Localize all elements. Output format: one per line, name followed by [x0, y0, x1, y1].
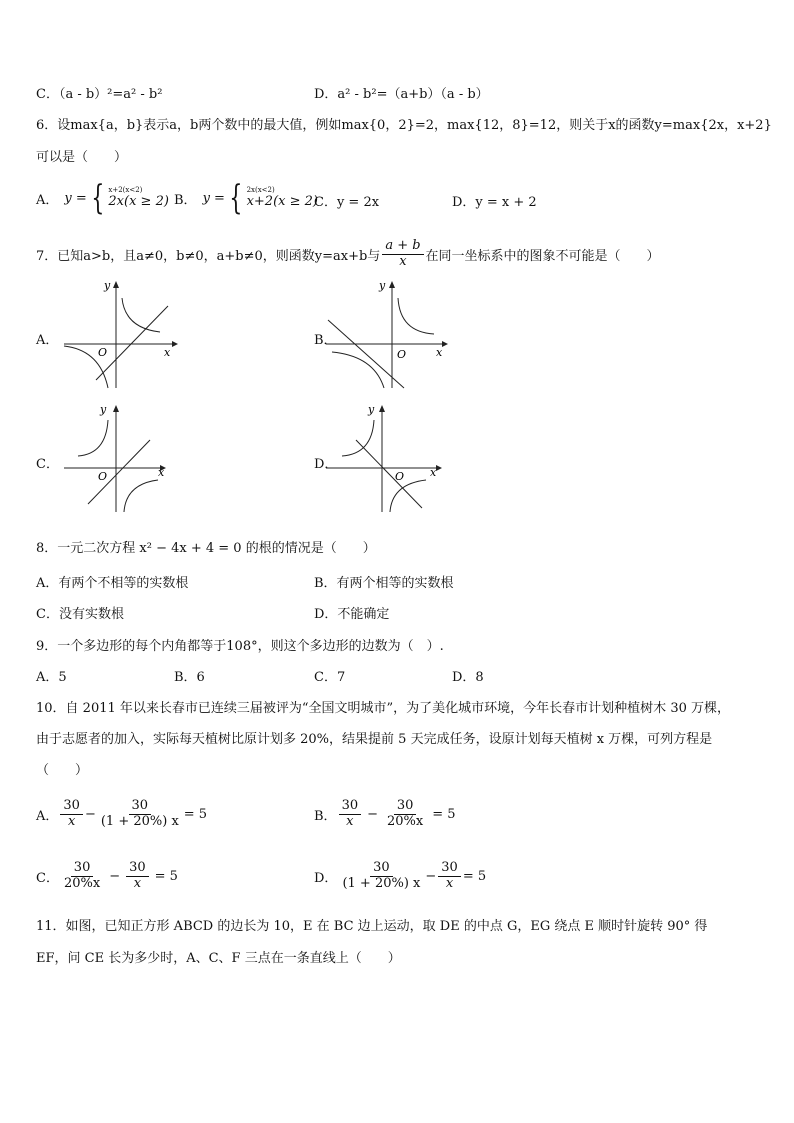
frac-num: 30 [71, 861, 94, 877]
hyperbola-branch-2 [332, 352, 384, 388]
q7-label-b: B． [314, 333, 337, 348]
line-graph [328, 320, 407, 388]
frac-den: 20%x [387, 813, 424, 829]
q8-stem: 8．一元二次方程 x² − 4x + 4 = 0 的根的情况是（ ） [36, 541, 376, 556]
hyperbola-branch-1 [398, 298, 434, 334]
q7-stem-post: 在同一坐标系中的图象不可能是（ ） [425, 248, 660, 264]
q7-graph-b [322, 276, 452, 392]
q7-graph-d [322, 400, 452, 516]
minus-sign: − [425, 868, 437, 884]
q10-b-frac1 [339, 799, 362, 830]
q7-stem-pre: 7．已知a>b，且a≠0，b≠0，a+b≠0，则函数y=ax+b与 [36, 248, 381, 264]
line-graph [356, 440, 422, 508]
q10-option-c [36, 854, 178, 898]
q10-option-d-label: D． [314, 870, 338, 886]
q6-option-a-brace: { [91, 178, 105, 218]
q10-option-b [314, 792, 456, 836]
q9-stem: 9．一个多边形的每个内角都等于108°，则这个多边形的边数为（ ）. [36, 639, 444, 654]
origin-label: O [98, 346, 108, 359]
q7-fraction [382, 239, 423, 270]
frac-den: x [67, 813, 76, 829]
q9-option-b: B．6 [174, 670, 205, 685]
frac-den: x [346, 813, 354, 829]
q10-stem-line2: 由于志愿者的加入，实际每天植树比原计划多 20%，结果提前 5 天完成任务，设原计划每天植树 x 万棵，可列方程是 [36, 732, 713, 747]
frac-num: 30 [126, 861, 149, 877]
frac-num: 30 [129, 799, 152, 815]
origin-label: O [397, 348, 407, 361]
q6-option-b-pieces [247, 187, 318, 209]
q6-option-b [174, 178, 318, 218]
q9-option-a: A．5 [36, 670, 67, 685]
q6-option-a [36, 178, 169, 218]
axis-y-label: y [100, 403, 107, 416]
q10-a-frac1 [60, 799, 83, 830]
q6-stem-line2: 可以是（ ） [36, 150, 128, 165]
q9-option-c: C．7 [314, 670, 346, 685]
q10-b-frac2 [384, 799, 426, 830]
q11-stem-line2: EF，问 CE 长为多少时，A、C、F 三点在一条直线上（ ） [36, 951, 401, 966]
origin-label: O [395, 470, 405, 483]
equals-five: = 5 [154, 868, 178, 884]
hyperbola-branch-1 [78, 420, 108, 456]
q6-option-b-label: B． [174, 192, 197, 208]
frac-den: x [445, 875, 454, 891]
q10-option-b-label: B． [314, 808, 337, 824]
minus-sign: − [367, 806, 379, 822]
axis-y-label: y [379, 279, 386, 292]
q7-stem [36, 234, 660, 274]
q10-stem-line1: 10．自 2011 年以来长春市已连续三届被评为“全国文明城市”，为了美化城市环境，今年长春市计划种植树木 30 万棵， [36, 701, 730, 716]
q6-option-b-y: y = [202, 190, 225, 206]
q6-option-d: D．y = x + 2 [452, 195, 537, 210]
hyperbola-branch-1 [342, 420, 374, 456]
q10-c-frac1 [61, 861, 103, 892]
frac-num: 30 [60, 799, 83, 815]
q7-label-a: A． [36, 333, 59, 348]
q6-stem-line1: 6．设max{a，b}表示a，b两个数中的最大值，例如max{0，2}=2，max{12，8}=12，则关于x的函数y=max{2x，x+2} [36, 118, 772, 133]
origin-label: O [98, 470, 108, 483]
q7-graph-c [60, 400, 180, 516]
q6-option-b-bottom: x+2(x ≥ 2) [246, 193, 318, 209]
q8-option-b: B．有两个相等的实数根 [314, 576, 454, 591]
equals-five: = 5 [183, 806, 208, 822]
q6-option-a-label: A． [36, 192, 59, 208]
q8-option-a: A．有两个不相等的实数根 [36, 576, 189, 591]
q7-label-d: D． [314, 457, 338, 472]
frac-den: 20%x [63, 875, 101, 891]
q6-option-a-bottom: 2x(x ≥ 2) [108, 193, 169, 209]
q6-option-c: C．y = 2x [314, 195, 380, 210]
q7-fraction-den: x [399, 253, 407, 269]
axis-y-label: y [104, 279, 111, 292]
frac-num: 30 [438, 861, 461, 877]
q10-option-c-label: C． [36, 870, 59, 886]
q10-option-a-label: A． [36, 808, 59, 824]
frac-den: (1 + 20%) x [100, 813, 179, 829]
minus-sign: − [109, 868, 121, 884]
q10-option-a [36, 792, 207, 836]
q7-label-c: C． [36, 457, 59, 472]
axis-x-label: x [158, 466, 165, 479]
q10-a-frac2 [98, 799, 182, 830]
axis-y-label: y [368, 403, 375, 416]
q10-stem-line3: （ ） [36, 763, 89, 778]
axis-x-label: x [164, 346, 171, 359]
minus-sign: − [84, 806, 96, 822]
frac-den: x [133, 875, 142, 891]
frac-den: (1 + 20%) x [342, 875, 421, 891]
q6-option-b-brace: { [229, 178, 243, 218]
q6-option-a-pieces [108, 187, 169, 209]
equals-five: = 5 [462, 868, 487, 884]
q10-c-frac2 [126, 861, 149, 892]
frac-num: 30 [339, 799, 362, 815]
q6-option-a-top: x+2(x<2) [108, 186, 143, 194]
q5-option-d: D．a² - b²=（a+b）（a - b） [314, 87, 489, 102]
line-graph [96, 306, 168, 380]
q10-d-frac2 [438, 861, 461, 892]
q10-d-frac1 [339, 861, 423, 892]
equals-five: = 5 [432, 806, 456, 822]
q8-option-d: D．不能确定 [314, 607, 390, 622]
axis-x-label: x [436, 346, 443, 359]
q7-fraction-num: a + b [382, 239, 423, 255]
q5-option-c: C．（a - b）²=a² - b² [36, 87, 163, 102]
axis-x-label: x [430, 466, 437, 479]
frac-num: 30 [370, 861, 393, 877]
q6-option-a-y: y = [64, 190, 87, 206]
frac-num: 30 [394, 799, 417, 815]
q7-graph-a [60, 276, 180, 392]
q6-option-b-top: 2x(x<2) [246, 186, 275, 194]
q9-option-d: D．8 [452, 670, 484, 685]
hyperbola-branch-2 [124, 480, 158, 512]
q11-stem-line1: 11．如图，已知正方形 ABCD 的边长为 10，E 在 BC 边上运动，取 DE 的中点 G，EG 绕点 E 顺时针旋转 90° 得 [36, 919, 708, 934]
q10-option-d [314, 854, 486, 898]
hyperbola-branch-1 [122, 298, 160, 332]
q8-option-c: C．没有实数根 [36, 607, 124, 622]
